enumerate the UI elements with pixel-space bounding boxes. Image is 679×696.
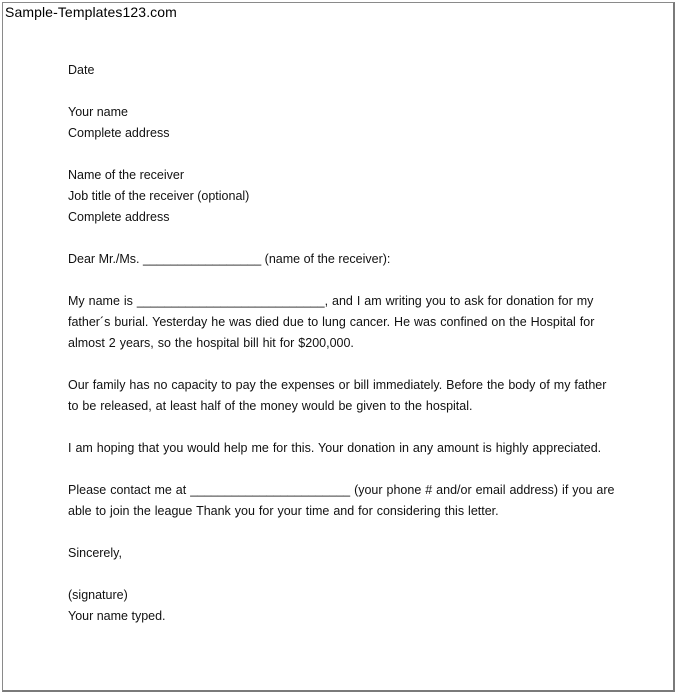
sender-address: Complete address [68,126,170,140]
receiver-address: Complete address [68,210,170,224]
paragraph-text: My name is ___________________________, and I am writing you to ask for donation for my father´s burial. Yesterday he was died due to lung cancer. He was confined on the Hospital for almost 2 years, so the hospital bill hit for $200,000. [68,294,595,350]
site-watermark: Sample-Templates123.com [5,4,177,20]
signature: (signature) [68,588,128,602]
receiver-job-title: Job title of the receiver (optional) [68,189,250,203]
closing-block [68,543,618,564]
date-line: Date [68,63,95,77]
sender-name: Your name [68,105,128,119]
typed-name: Your name typed. [68,609,166,623]
date-block [68,60,618,81]
receiver-block [68,165,618,228]
paragraph-family [68,375,618,417]
paragraph-text: Our family has no capacity to pay the expenses or bill immediately. Before the body of my father to be released, at least half of the money would be given to the hospital. [68,378,607,413]
closing: Sincerely, [68,546,122,560]
paragraph-contact [68,480,618,522]
salutation: Dear Mr./Ms. _________________ (name of the receiver): [68,252,391,266]
signature-block [68,585,618,627]
paragraph-text: I am hoping that you would help me for this. Your donation in any amount is highly appreciated. [68,441,602,455]
paragraph-hope [68,438,618,459]
salutation-block [68,249,618,270]
paragraph-request [68,291,618,354]
letter-body [68,60,618,648]
sender-block [68,102,618,144]
paragraph-text: Please contact me at _______________________ (your phone # and/or email address) if you are able to join the league Thank you for your time and for considering this letter. [68,483,615,518]
receiver-name: Name of the receiver [68,168,185,182]
